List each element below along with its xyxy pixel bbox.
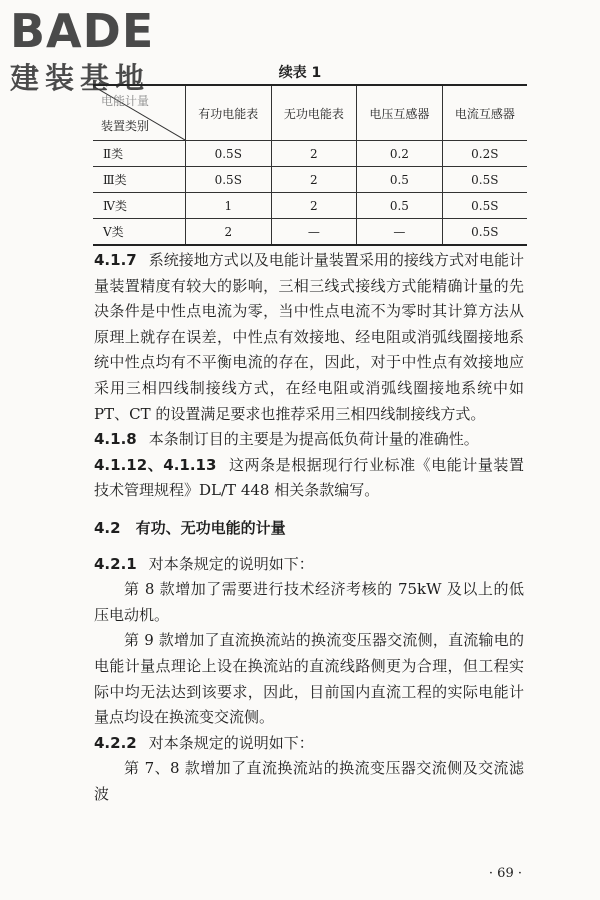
table-row [93, 141, 527, 167]
paragraph: 第 8 款增加了需要进行技术经济考核的 75kW 及以上的低压电动机。 [94, 580, 524, 624]
column-header: 电流互感器 [442, 85, 527, 141]
table-header-row [93, 85, 527, 141]
table-row [93, 167, 527, 193]
paragraph: 第 7、8 款增加了直流换流站的换流变压器交流侧及交流滤波 [94, 759, 524, 803]
clause-text: 本条制订目的主要是为提高低负荷计量的准确性。 [148, 430, 479, 449]
clause-text: 对本条规定的说明如下： [148, 554, 314, 573]
clause-number: 4.1.7 [94, 251, 137, 269]
row-label: Ⅲ类 [93, 167, 186, 193]
table-cell: 0.5S [186, 141, 272, 167]
clause-4-2-2 [94, 731, 524, 757]
column-header: 无功电能表 [271, 85, 357, 141]
table-cell: 0.5S [442, 167, 527, 193]
table-cell: 0.5S [442, 193, 527, 219]
page-number: · 69 · [488, 866, 522, 881]
table-cell: — [357, 219, 443, 246]
table-cell: 2 [271, 193, 357, 219]
corner-top-label: 电能计量 [101, 94, 150, 108]
table-cell: 0.2S [442, 141, 527, 167]
column-header: 有功电能表 [186, 85, 272, 141]
table-cell: 0.5 [357, 193, 443, 219]
table-corner-cell [93, 85, 186, 141]
table-cell: 1 [186, 193, 272, 219]
table-row [93, 193, 527, 219]
row-label: Ⅴ类 [93, 219, 186, 246]
table-cell: — [271, 219, 357, 246]
table-cell: 0.5 [357, 167, 443, 193]
clause-text: 对本条规定的说明如下： [148, 733, 314, 752]
clause-number: 4.1.12、4.1.13 [94, 455, 217, 474]
paragraph: 第 9 款增加了直流换流站的换流变压器交流侧，直流输电的电能计量点理论上设在换流站的直流线路侧更为合理，但工程实际中均无法达到该要求，因此，目前国内直流工程的实际电能计量点均设在换流变交流侧。 [94, 631, 524, 727]
clause-number: 4.2.1 [94, 554, 137, 573]
table-cell: 2 [271, 141, 357, 167]
body-text [94, 248, 524, 807]
clause-4-1-7 [94, 248, 524, 427]
table-cell: 2 [186, 219, 272, 246]
watermark-subtitle: 建装基地 [10, 61, 151, 95]
table-title: 续表 1 [278, 65, 322, 81]
table-row [93, 219, 527, 246]
column-header: 电压互感器 [357, 85, 443, 141]
meter-accuracy-table [93, 84, 527, 246]
table-cell: 2 [271, 167, 357, 193]
corner-bottom-label: 装置类别 [101, 119, 150, 133]
clause-4-2-1 [94, 552, 524, 578]
clause-4-1-12-13 [94, 453, 524, 504]
table-cell: 0.5S [186, 167, 272, 193]
clause-number: 4.1.8 [94, 430, 137, 449]
section-title: 4.2 有功、无功电能的计量 [94, 518, 286, 537]
clause-number: 4.2.2 [94, 733, 137, 752]
watermark-logo [10, 4, 180, 96]
table-cell: 0.2 [357, 141, 443, 167]
clause-text: 系统接地方式以及电能计量装置采用的接线方式对电能计量装置精度有较大的影响，三相三线式接线方式能精确计量的先决条件是中性点电流为零，当中性点电流不为零时其计算方法从原理上就存在误差，中性点有效接地、经电阻或消弧线圈接地系统中性点均有不平衡电流的存在，因此，对于中性点有效接地应采用三相四线制接线方式，在经电阻或消弧线圈接地系统中如 PT、CT 的设置满足要求也推荐采用三相四线制接线方式。 [94, 251, 524, 423]
row-label: Ⅱ类 [93, 141, 186, 167]
table-cell: 0.5S [442, 219, 527, 246]
row-label: Ⅳ类 [93, 193, 186, 219]
clause-text: 这两条是根据现行行业标准《电能计量装置技术管理规程》DL/T 448 相关条款编写。 [94, 455, 524, 500]
clause-4-1-8 [94, 427, 524, 453]
watermark-brand: BADE [10, 4, 155, 58]
